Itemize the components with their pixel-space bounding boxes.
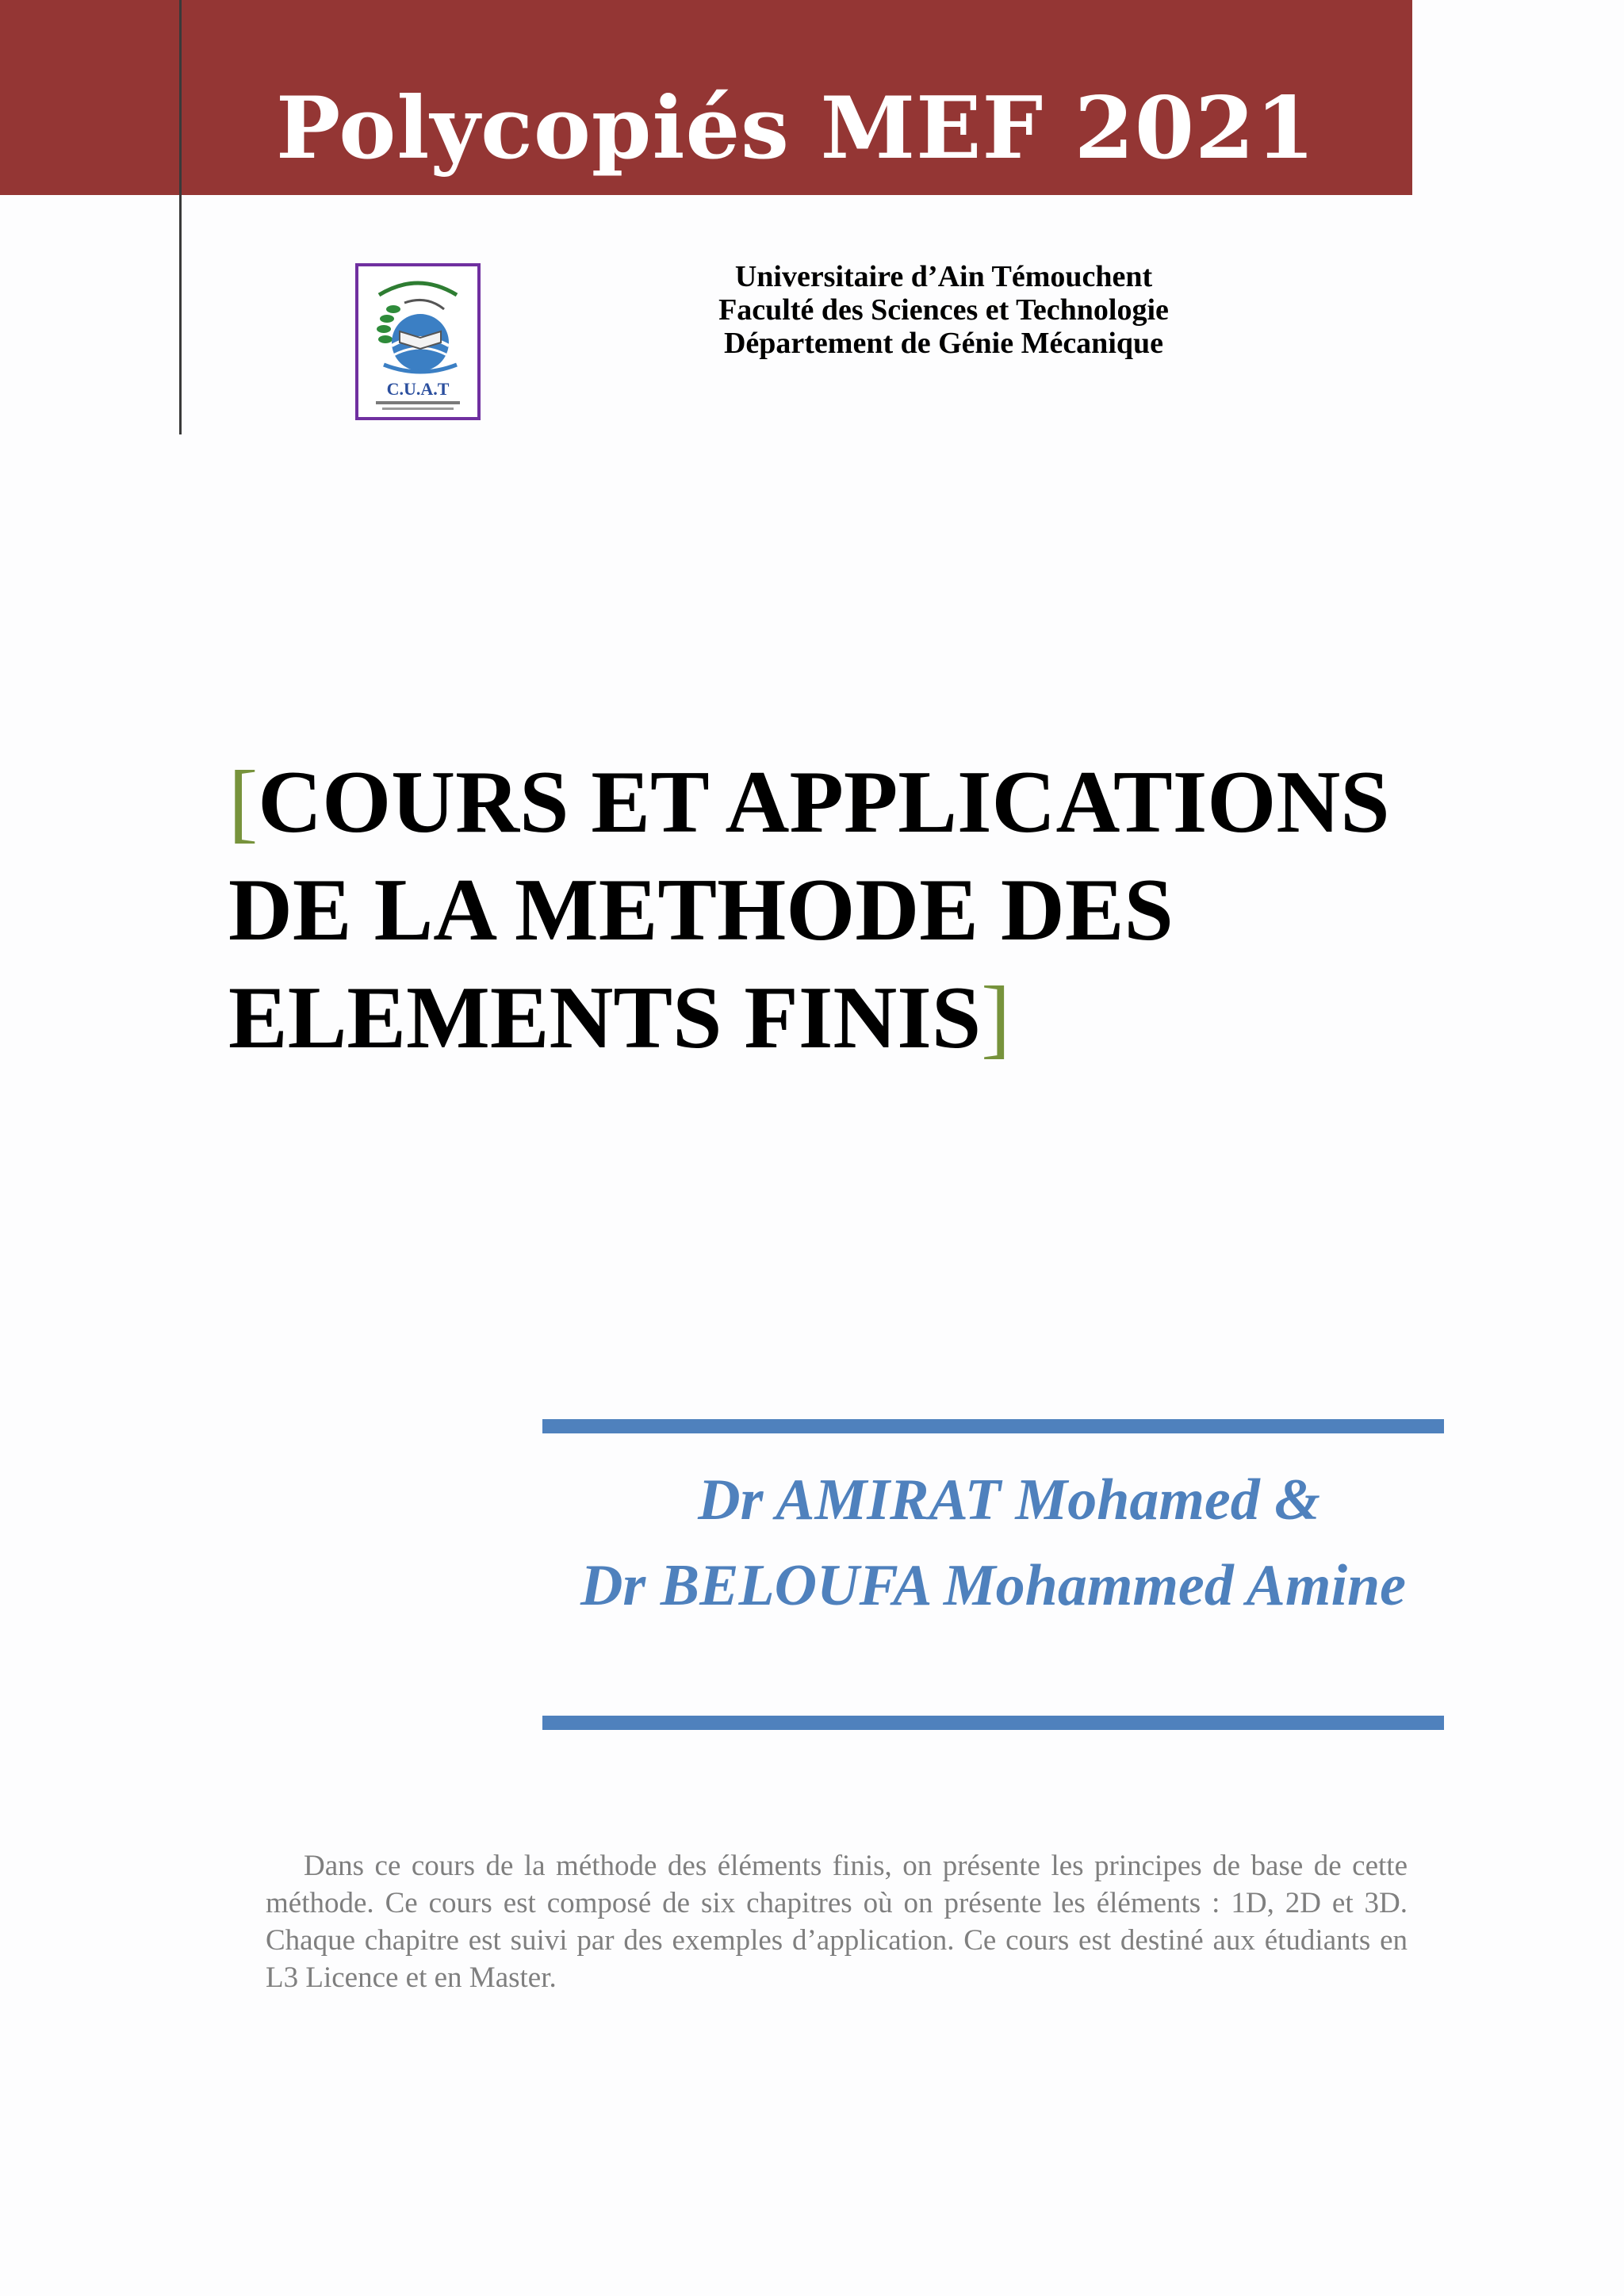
title-line-2: DE LA METHODE DES — [228, 861, 1174, 959]
document-title — [228, 748, 1497, 1072]
banner-title: Polycopiés MEF 2021 — [276, 78, 1316, 178]
faculty-name: Faculté des Sciences et Technologie — [718, 293, 1169, 327]
title-line-1: COURS ET APPLICATIONS — [258, 753, 1390, 851]
institution-block — [642, 260, 1245, 360]
title-bracket-close: ] — [981, 969, 1011, 1067]
university-name: Universitaire d’Ain Témouchent — [734, 260, 1153, 293]
title-line-3: ELEMENTS FINIS — [228, 969, 982, 1067]
authors-block — [542, 1457, 1444, 1628]
cuat-logo — [355, 263, 481, 420]
vertical-rule — [179, 0, 182, 434]
author-divider-top — [542, 1419, 1444, 1433]
author-2: Dr BELOUFA Mohammed Amine — [580, 1553, 1407, 1618]
abstract-paragraph: Dans ce cours de la méthode des éléments finis, on présente les principes de base de cette méthode. Ce cours est composé de six chapitres où on présente les éléments : 1D, 2D et 3D. Chaque chapitre est suivi par des exemples d’application. Ce cours est destiné aux étudiants en L3 Licence et en Master. — [266, 1850, 1408, 1994]
author-1: Dr AMIRAT Mohamed & — [698, 1468, 1320, 1533]
author-divider-bottom — [542, 1716, 1444, 1730]
department-name: Département de Génie Mécanique — [723, 327, 1164, 360]
title-bracket-open: [ — [228, 753, 259, 851]
svg-text:C.U.A.T: C.U.A.T — [386, 379, 450, 399]
